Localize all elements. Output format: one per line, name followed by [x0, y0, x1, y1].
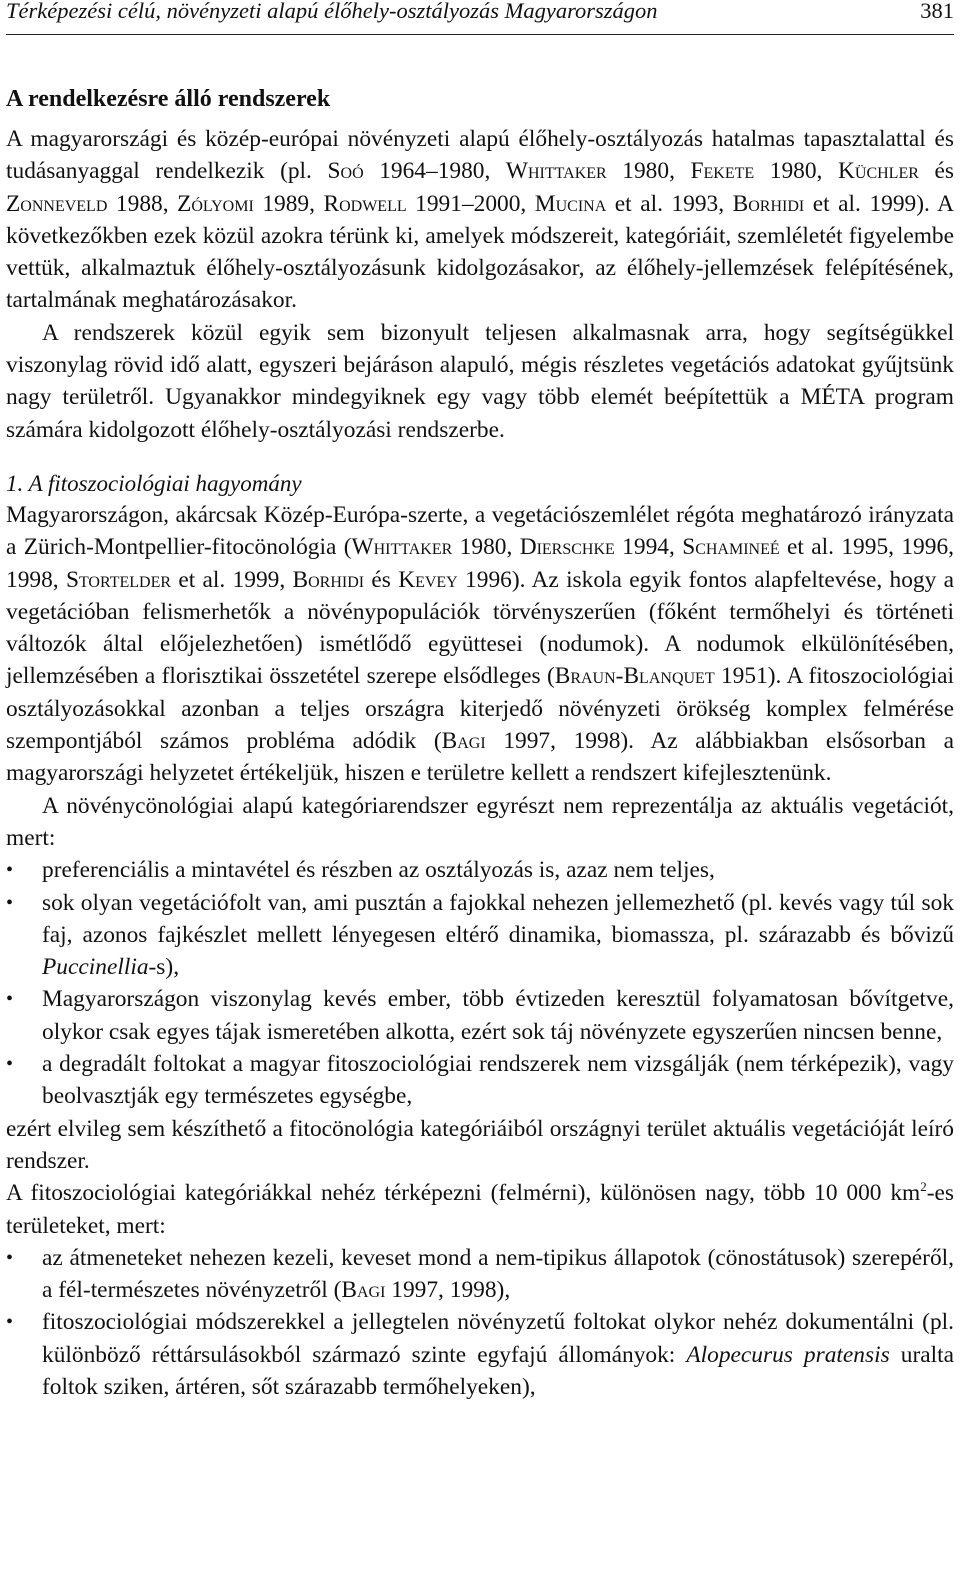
- section2-paragraph-2: A növénycönológiai alapú kategóriarendszer egyrészt nem reprezentálja az aktuális vegetációt, mert:: [6, 792, 954, 851]
- author-name: Stortelder: [65, 566, 172, 593]
- author-name: Küchler: [838, 158, 919, 185]
- list-item: • preferenciális a mintavétel és részben az osztályozás is, azaz nem teljes,: [6, 854, 954, 886]
- author-name: Schamineé: [682, 534, 780, 561]
- page-number: 381: [920, 0, 954, 23]
- bullet-icon: •: [6, 1053, 14, 1076]
- bullet-icon: •: [6, 1246, 14, 1269]
- running-head: [6, 0, 954, 35]
- list-item: • Magyarországon viszonylag kevés ember, több évtizeden keresztül folyamatosan bővítgetve, olykor csak egyes tájak ismeretében alkotta, ezért sok táj növényzete egyszerűen nincsen benne,: [6, 983, 954, 1048]
- section1-paragraph-2: A rendszerek közül egyik sem bizonyult teljesen alkalmasnak arra, hogy segítségükkel viszonylag rövid idő alatt, egyszeri bejáráson alapuló, mégis részletes vegetációs adatokat gyűjtsünk nagy területről. Ugyanakkor mindegyiknek egy vagy több elemét beépítettük a MÉTA program számára kidolgozott élőhely-osztályozási rendszerbe.: [6, 319, 954, 443]
- section2-paragraph-3: ezért elvileg sem készíthető a fitocönológia kategóriáiból országnyi terület aktuális vegetációját leíró rendszer.: [6, 1115, 954, 1174]
- list-item: • az átmeneteket nehezen kezeli, keveset mond a nem-tipikus állapotok (cönostátusok) szerepéről, a fél-természetes növényzetről (Bagi 1997, 1998),: [6, 1242, 954, 1307]
- author-name: Bagi: [341, 1277, 386, 1304]
- bullet-icon: •: [6, 891, 14, 914]
- author-name: Zonneveld: [6, 190, 108, 217]
- list-item: • sok olyan vegetációfolt van, ami pusztán a fajokkal nehezen jellemezhető (pl. kevés vagy túl sok faj, azonos fajkészlet mellett lényegesen eltérő dinamika, biomassza, pl. szárazabb és bővizű Puccinellia-s),: [6, 887, 954, 984]
- list-item: • a degradált foltokat a magyar fitoszociológiai rendszerek nem vizsgálják (nem térképezik), vagy beolvasztják egy természetes egységbe,: [6, 1048, 954, 1113]
- taxon-name: Alopecurus pratensis: [686, 1341, 890, 1368]
- author-name: Dierschke: [519, 534, 615, 561]
- bullet-icon: •: [6, 1311, 14, 1334]
- superscript: 2: [920, 1179, 927, 1195]
- list-item: • fitoszociológiai módszerekkel a jellegtelen növényzetű foltokat olykor nehéz dokumentálni (pl. különböző réttársulásokból származó szinte egyfajú állományok: Alopecurus pratensis uralta foltok sziken, ártéren, sőt szárazabb termőhelyeken),: [6, 1306, 954, 1403]
- running-head-title: Térképezési célú, növényzeti alapú élőhely-osztályozás Magyarországon: [6, 0, 658, 23]
- author-name: Braun-Blanquet: [554, 663, 715, 690]
- author-name: Rodwell: [323, 190, 407, 217]
- bullet-icon: •: [6, 988, 14, 1011]
- section1-paragraph-1: A magyarországi és közép-európai növényzeti alapú élőhely-osztályozás hatalmas tapasztalattal és tudásanyaggal rendelkezik (pl. Soó 1964–1980, Whittaker 1980, Fekete 1980, Küchler és Zonneveld 1988, Zólyomi 1989, Rodwell 1991–2000, Mucina et al. 1993, Borhidi et al. 1999). A következőkben ezek közül azokra térünk ki, amelyek módszereit, kategóriáit, szemléletét figyelembe vettük, alkalmaztuk élőhely-osztályozásunk kidolgozásakor, az élőhely-jellemzések felépítésének, tartalmának meghatározásakor.: [6, 126, 954, 314]
- taxon-name: Puccinellia: [42, 954, 149, 981]
- author-name: Bagi: [441, 728, 486, 755]
- author-name: Fekete: [690, 158, 755, 185]
- author-name: Borhidi: [732, 190, 805, 217]
- author-name: Soó: [327, 158, 364, 185]
- section2-paragraph-4: A fitoszociológiai kategóriákkal nehéz térképezni (felmérni), különösen nagy, több 10 000 $km^2-es$ területeket, mert:: [6, 1179, 954, 1239]
- author-name: Zólyomi: [177, 190, 254, 217]
- author-name: Whittaker: [505, 158, 607, 185]
- author-name: Borhidi: [292, 566, 365, 593]
- section2-paragraph-1: Magyarországon, akárcsak Közép-Európa-szerte, a vegetációszemlélet régóta meghatározó irányzata a Zürich-Montpellier-fitocönológia (Whittaker 1980, Dierschke 1994, Schamineé et al. 1995, 1996, 1998, Stortelder et al. 1999, Borhidi és Kevey 1996). Az iskola egyik fontos alapfeltevése, hogy a vegetációban felismerhetők a növénypopulációk törvényszerűen (főként termőhelyi és történeti változók által előjelezhetően) ismétlődő együttesei (nodumok). A nodumok elkülönítésében, jellemzésében a florisztikai összetétel szerepe elsődleges (Braun-Blanquet 1951). A fitoszociológiai osztályozásokkal azonban a teljes országra kiterjedő növényzeti örökség komplex felmérése szempontjából számos probléma adódik (Bagi 1997, 1998). Az alábbiakban elsősorban a magyarországi helyzetet értékeljük, hiszen e területre kellett a rendszert kifejlesztenünk.: [6, 501, 954, 787]
- author-name: Kevey: [398, 566, 458, 593]
- author-name: Whittaker: [351, 534, 453, 561]
- subsection-heading: 1. A fitoszociológiai hagyomány: [6, 470, 302, 496]
- section-heading: A rendelkezésre álló rendszerek: [6, 86, 331, 112]
- bullet-icon: •: [6, 859, 14, 882]
- bullet-list-1: [6, 854, 954, 1112]
- author-name: Mucina: [534, 190, 607, 217]
- bullet-list-2: [6, 1242, 954, 1403]
